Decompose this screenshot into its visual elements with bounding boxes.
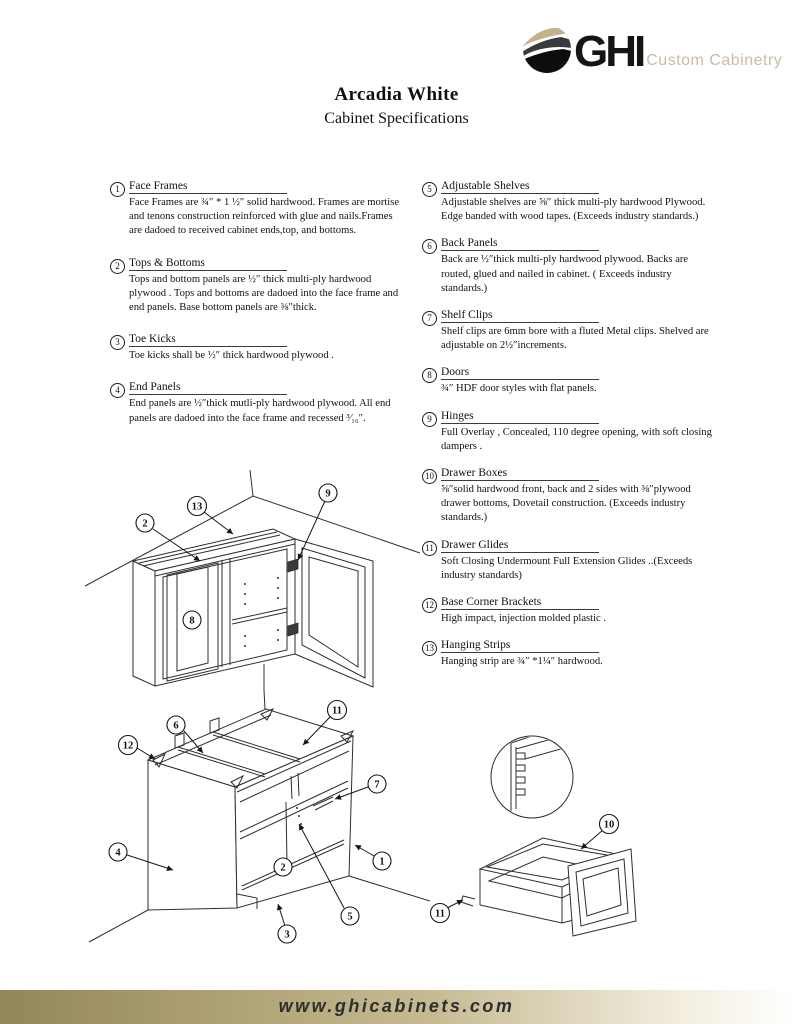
- spec-number-badge: 8: [422, 368, 437, 383]
- spec-body: ¾″ HDF door styles with flat panels.: [441, 383, 597, 395]
- spec-body: Face Frames are ¾″ * 1 ½″ solid hardwood. Frames are mortise and tenons construction reinforced with glue and nails.Frames are dadoed to received cabinet ends,top, and bottoms.: [129, 197, 400, 237]
- svg-text:6: 6: [173, 720, 179, 732]
- spec-number-badge: 5: [422, 182, 437, 197]
- spec-number-badge: 4: [110, 383, 125, 398]
- spec-number-badge: 11: [422, 541, 437, 556]
- spec-heading: Toe Kicks: [129, 333, 287, 347]
- dovetail-detail: [511, 723, 575, 811]
- callout-12: [119, 736, 156, 760]
- wall-cabinet-diagram: [85, 468, 420, 690]
- spec-item-doors: [424, 362, 712, 396]
- footer-band: [0, 990, 793, 1024]
- spec-item-tops-bottoms: [112, 253, 400, 316]
- spec-item-hanging-strips: [424, 635, 712, 669]
- drawer-drawing: [425, 715, 715, 940]
- spec-number-badge: 7: [422, 311, 437, 326]
- spec-body: Back are ½″thick multi-ply hardwood plywood. Backs are routed, glued and nailed in cabinet. ( Exceeds industry standards.): [441, 254, 689, 294]
- drawer-diagram: [425, 715, 715, 940]
- glide-clip: [461, 896, 475, 906]
- spec-number-badge: 1: [110, 182, 125, 197]
- callout-10: [581, 815, 619, 850]
- spec-body: Toe kicks shall be ½″ thick hardwood plywood .: [129, 350, 334, 362]
- wall-cabinet-drawing: [85, 468, 420, 690]
- spec-body: Tops and bottom panels are ½″ thick multi-ply hardwood plywood . Tops and bottoms are dadoed into the face frame and end panels. Base bottom panels are ⅜″thick.: [129, 273, 399, 314]
- spec-item-toe-kicks: [112, 329, 400, 363]
- dovetail-magnifier: [491, 736, 573, 818]
- spec-heading: Face Frames: [129, 180, 287, 194]
- spec-body: Full Overlay , Concealed, 110 degree opening, with soft closing dampers .: [441, 426, 712, 452]
- spec-heading: Hinges: [441, 410, 599, 424]
- spec-item-back-panels: [424, 233, 712, 296]
- title-block: [0, 84, 793, 128]
- callout-11b: [431, 900, 464, 923]
- svg-text:11: 11: [332, 705, 342, 717]
- svg-text:12: 12: [122, 740, 134, 752]
- spec-item-adjustable-shelves: [424, 176, 712, 224]
- spec-heading: Base Corner Brackets: [441, 596, 599, 610]
- svg-text:2: 2: [142, 518, 148, 530]
- spec-heading: Hanging Strips: [441, 639, 599, 653]
- spec-body: Soft Closing Undermount Full Extension Glides ..(Exceeds industry standards): [441, 555, 693, 581]
- svg-text:7: 7: [374, 779, 380, 791]
- callout-1: [355, 845, 391, 870]
- connector-line: [264, 690, 265, 709]
- spec-heading: Tops & Bottoms: [129, 257, 287, 271]
- spec-item-hinges: [424, 406, 712, 454]
- callout-13: [188, 497, 234, 535]
- spec-number-badge: 9: [422, 412, 437, 427]
- open-door: [295, 539, 373, 687]
- spec-heading: Adjustable Shelves: [441, 180, 599, 194]
- spec-body: Shelf clips are 6mm bore with a fluted Metal clips. Shelved are adjustable on 2½″increments.: [441, 326, 709, 352]
- callout-2b: [274, 858, 292, 876]
- svg-text:1: 1: [379, 856, 385, 868]
- callout-8: [183, 611, 201, 629]
- base-cabinet-drawing: [85, 690, 430, 955]
- svg-text:8: 8: [189, 615, 195, 627]
- spec-item-face-frames: [112, 176, 400, 239]
- logo-sphere-icon: [522, 24, 572, 74]
- spec-body: ⅝″solid hardwood front, back and 2 sides with ⅜″plywood drawer bottoms, Dovetail construction. (Exceeds industry standards.): [441, 484, 691, 524]
- svg-text:3: 3: [284, 929, 290, 941]
- brand-text: GHI: [574, 27, 644, 76]
- spec-heading: Back Panels: [441, 237, 599, 251]
- spec-number-badge: 6: [422, 239, 437, 254]
- spec-number-badge: 2: [110, 259, 125, 274]
- spec-item-drawer-boxes: [424, 463, 712, 526]
- svg-text:5: 5: [347, 911, 353, 923]
- footer-url: www.ghicabinets.com: [278, 996, 515, 1016]
- page-subtitle: Cabinet Specifications: [324, 110, 469, 127]
- spec-heading: End Panels: [129, 381, 287, 395]
- spec-body: End panels are ½″thick mutli-ply hardwood plywood. All end panels are dadoed into the face frame and recessed ³⁄₁₆″.: [129, 398, 391, 424]
- base-cabinet-diagram: [85, 690, 430, 955]
- spec-number-badge: 12: [422, 598, 437, 613]
- page-title: Arcadia White: [334, 84, 459, 105]
- cabinet-left-side: [133, 561, 155, 686]
- spec-number-badge: 13: [422, 641, 437, 656]
- svg-text:4: 4: [115, 847, 121, 859]
- spec-item-shelf-clips: [424, 305, 712, 353]
- spec-body: Hanging strip are ¾″ *1¼″ hardwood.: [441, 656, 603, 668]
- spec-heading: Drawer Glides: [441, 539, 599, 553]
- spec-body: Adjustable shelves are ⅝″ thick multi-ply hardwood Plywood. Edge banded with wood tapes. (Exceeds industry standards.): [441, 197, 706, 223]
- spec-number-badge: 3: [110, 335, 125, 350]
- spec-column-left: [112, 176, 400, 440]
- spec-item-end-panels: [112, 377, 400, 425]
- spec-heading: Shelf Clips: [441, 309, 599, 323]
- svg-text:10: 10: [603, 819, 615, 831]
- spec-number-badge: 10: [422, 469, 437, 484]
- floor-lines: [89, 910, 148, 942]
- spec-column-right: [424, 176, 712, 678]
- callout-3: [278, 904, 296, 943]
- spec-heading: Drawer Boxes: [441, 467, 599, 481]
- spec-heading: Doors: [441, 366, 599, 380]
- svg-text:9: 9: [325, 488, 331, 500]
- svg-text:13: 13: [191, 501, 203, 513]
- brand-tagline: Custom Cabinetry: [646, 52, 783, 69]
- svg-text:2: 2: [280, 862, 286, 874]
- spec-item-base-corner-brackets: [424, 592, 712, 626]
- spec-item-drawer-glides: [424, 535, 712, 583]
- spec-body: High impact, injection molded plastic .: [441, 613, 607, 625]
- brand-logo: [522, 22, 782, 74]
- svg-text:11: 11: [435, 908, 445, 920]
